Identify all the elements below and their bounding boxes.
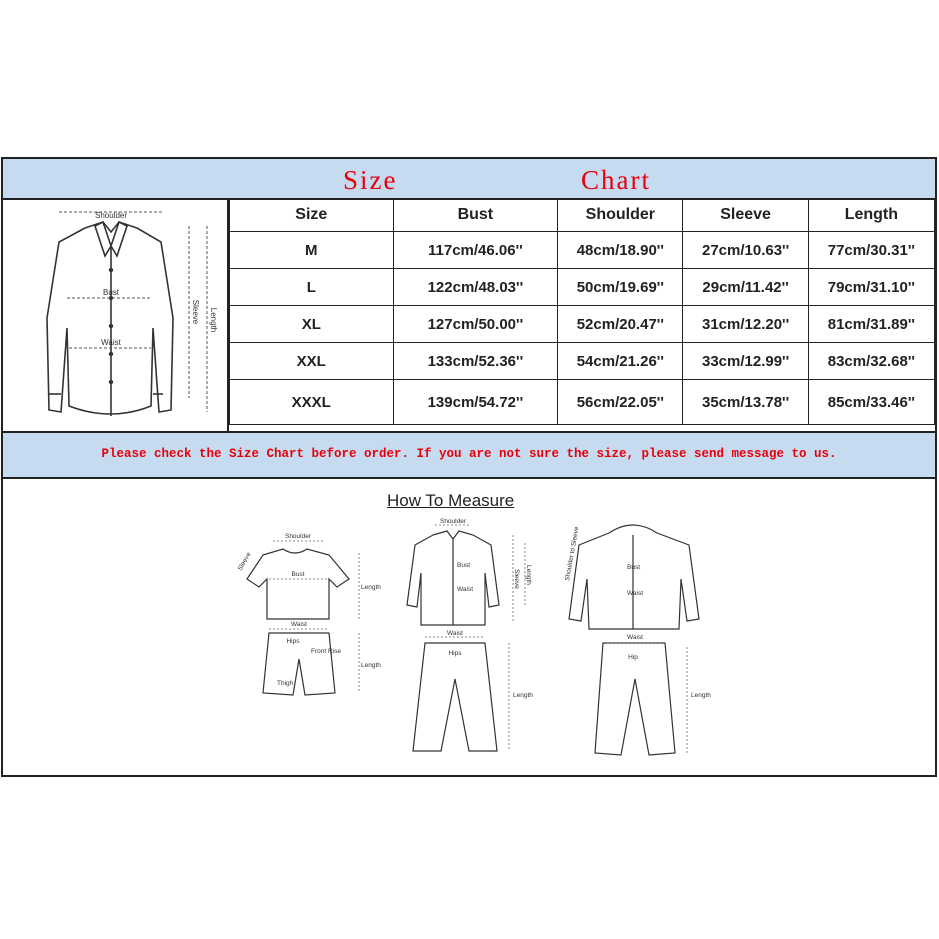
tshirt-bust-label: Bust [291,571,305,578]
table-row [230,232,935,269]
hoodie-waist-label: Waist [627,590,644,597]
hoodie-bust-label: Bust [627,564,641,571]
cell-length: 77cm/30.31'' [808,232,934,269]
shirt-diagram [3,198,229,431]
cell-bust: 139cm/54.72'' [393,380,558,425]
cell-shoulder: 48cm/18.90'' [558,232,683,269]
cell-length: 83cm/32.68'' [808,343,934,380]
shirt-diagram-svg [3,198,227,431]
joggers-length-label: Length [691,692,711,699]
header-bust: Bust [393,199,558,232]
cell-shoulder: 52cm/20.47'' [558,306,683,343]
cell-size: XXXL [230,380,394,425]
cell-bust: 127cm/50.00'' [393,306,558,343]
shorts-length-label: Length [361,662,381,669]
title-chart: Chart [581,165,651,195]
header-sleeve: Sleeve [683,199,808,232]
cell-sleeve: 33cm/12.99'' [683,343,808,380]
diagram-sleeve-label: Sleeve [191,299,200,325]
hoodie-shoulder-sleeve-label: Shoulder to Sleeve [564,526,581,582]
joggers-waist-label: Waist [626,634,644,641]
notice-bar [3,431,935,479]
cell-sleeve: 31cm/12.20'' [683,306,808,343]
size-chart-frame [1,157,937,777]
pants-outline [413,643,497,751]
table-row [230,380,935,425]
shorts-front-rise-label: Front Rise [311,648,341,655]
tshirt-sleeve-label: Sleeve [236,551,253,572]
measure-illustrations [213,483,733,773]
diagram-shoulder-label: Shoulder [94,211,128,220]
cell-size: L [230,269,394,306]
table-row [230,306,935,343]
title-size: Size [343,165,398,195]
tshirt-length-label: Length [361,584,381,591]
header-shoulder: Shoulder [558,199,683,232]
cell-bust: 133cm/52.36'' [393,343,558,380]
cell-size: XL [230,306,394,343]
cell-length: 79cm/31.10'' [808,269,934,306]
cell-shoulder: 54cm/21.26'' [558,343,683,380]
how-to-measure-title: How To Measure [387,491,515,510]
title-bar [3,159,935,200]
pants-hips-label: Hips [448,650,462,657]
cell-sleeve: 27cm/10.63'' [683,232,808,269]
cell-size: XXL [230,343,394,380]
cell-shoulder: 50cm/19.69'' [558,269,683,306]
cell-shoulder: 56cm/22.05'' [558,380,683,425]
header-length: Length [808,199,934,232]
tshirt-shoulder-label: Shoulder [284,533,312,540]
notice-text: Please check the Size Chart before order. If you are not sure the size, please send message to us. [101,447,837,461]
shirt-sleeve-label: Sleeve [513,569,520,589]
hoodie-outline [569,525,699,629]
shirt-bust-label: Bust [457,562,471,569]
cell-size: M [230,232,394,269]
table-row [230,343,935,380]
table-header-row [230,199,935,232]
shorts-hips-label: Hips [286,638,300,645]
size-table [229,198,935,425]
cell-length: 81cm/31.89'' [808,306,934,343]
diagram-bust-label: Bust [102,288,120,297]
tshirt-outline [247,549,349,619]
diagram-waist-label: Waist [101,338,121,347]
header-size: Size [230,199,394,232]
pants-waist-label: Waist [446,630,464,637]
shirt-waist-label: Waist [457,586,474,593]
shorts-waist-label: Waist [290,621,308,628]
table-row [230,269,935,306]
joggers-hip-label: Hip [628,654,638,661]
cell-bust: 122cm/48.03'' [393,269,558,306]
shorts-thigh-label: Thigh [277,680,294,687]
shirt-length-label: Length [525,565,532,585]
diagram-length-label: Length [209,307,218,333]
shirt-shoulder-label: Shoulder [439,518,467,525]
cell-sleeve: 35cm/13.78'' [683,380,808,425]
cell-length: 85cm/33.46'' [808,380,934,425]
pants-length-label: Length [513,692,533,699]
cell-sleeve: 29cm/11.42'' [683,269,808,306]
cell-bust: 117cm/46.06'' [393,232,558,269]
how-to-measure-panel [213,483,733,773]
